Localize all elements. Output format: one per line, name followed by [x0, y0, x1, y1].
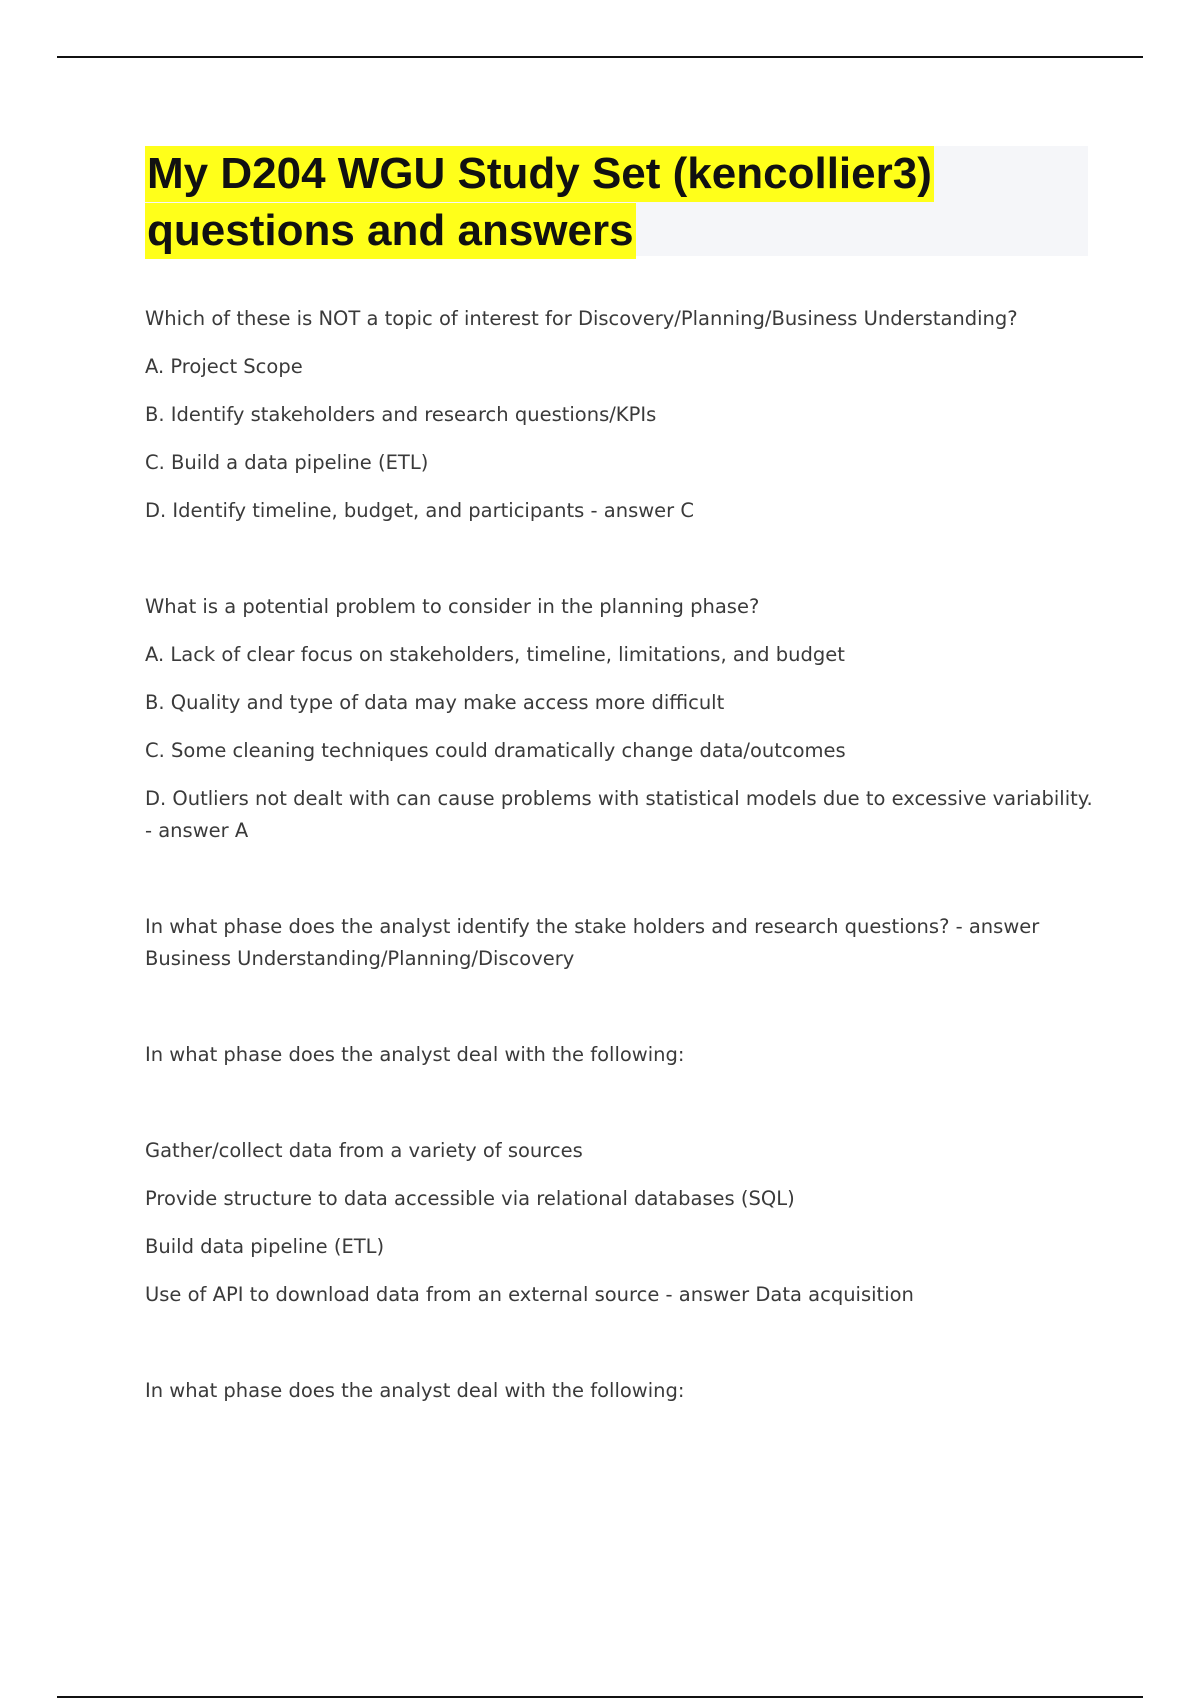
- question-2-option-a: A. Lack of clear focus on stakeholders, timeline, limitations, and budget: [145, 643, 845, 666]
- question-1-option-b: B. Identify stakeholders and research questions/KPIs: [145, 403, 657, 426]
- question-2-option-b: B. Quality and type of data may make access more difficult: [145, 691, 725, 714]
- question-3-line-1: In what phase does the analyst identify the stake holders and research questions? - answer: [145, 915, 1040, 938]
- question-4-item-4: Use of API to download data from an external source - answer Data acquisition: [145, 1283, 914, 1306]
- question-3-line-2: Business Understanding/Planning/Discovery: [145, 947, 575, 970]
- document-body: [145, 303, 1095, 1407]
- bottom-rule: [57, 1696, 1143, 1698]
- question-5: In what phase does the analyst deal with the following:: [145, 1379, 685, 1402]
- question-2-option-c: C. Some cleaning techniques could dramatically change data/outcomes: [145, 739, 846, 762]
- question-4-item-3: Build data pipeline (ETL): [145, 1235, 385, 1258]
- question-1-option-a: A. Project Scope: [145, 355, 303, 378]
- question-4-item-1: Gather/collect data from a variety of sources: [145, 1139, 583, 1162]
- question-2-option-d: D. Outliers not dealt with can cause problems with statistical models due to excessive variability.: [145, 787, 1093, 810]
- question-1-option-d: D. Identify timeline, budget, and participants - answer C: [145, 499, 694, 522]
- question-2: What is a potential problem to consider in the planning phase?: [145, 595, 760, 618]
- question-4: In what phase does the analyst deal with the following:: [145, 1043, 685, 1066]
- question-1-option-c: C. Build a data pipeline (ETL): [145, 451, 429, 474]
- document-title-line-1: My D204 WGU Study Set (kencollier3): [145, 146, 934, 202]
- document-title-line-2: questions and answers: [145, 203, 636, 259]
- question-4-item-2: Provide structure to data accessible via relational databases (SQL): [145, 1187, 795, 1210]
- question-1: Which of these is NOT a topic of interest for Discovery/Planning/Business Understanding?: [145, 307, 1018, 330]
- question-2-answer: - answer A: [145, 819, 249, 842]
- top-rule: [57, 56, 1143, 58]
